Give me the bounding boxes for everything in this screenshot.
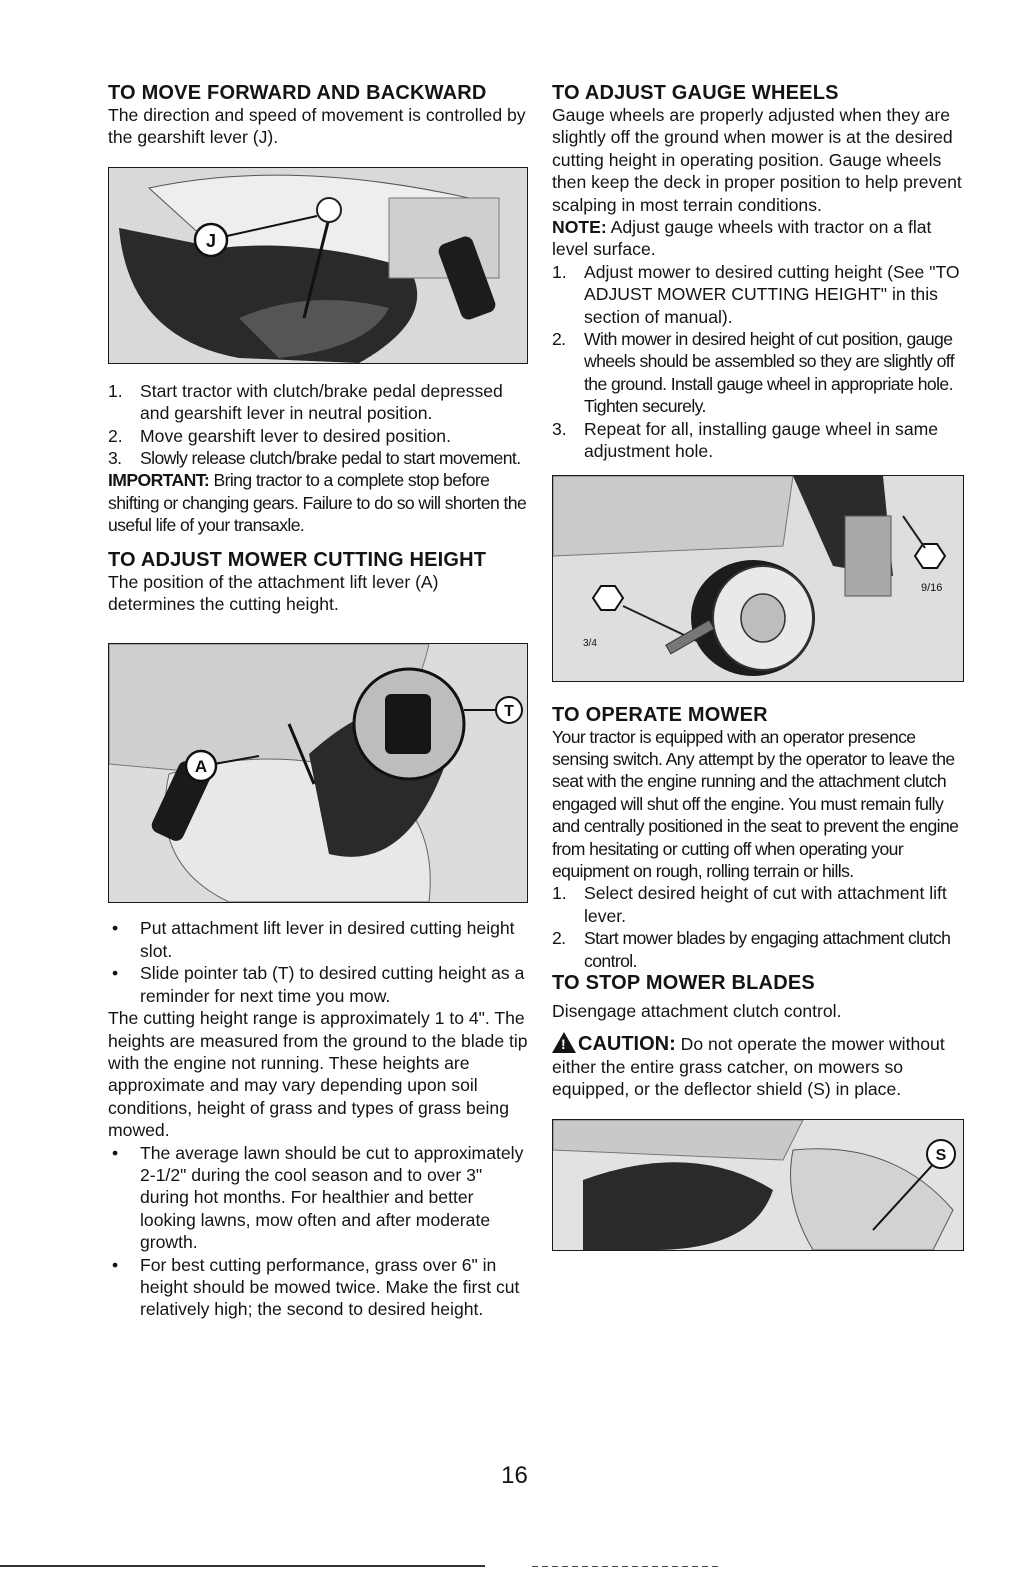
important-note: IMPORTANT: Bring tractor to a complete stop before shifting or changing gears. Failure to do so will shorten the useful life of your transaxle. [108,470,527,536]
height-intro: The position of the attachment lift lever (A) determines the cutting height. [108,571,439,615]
gauge-step: 1. Adjust mower to desired cutting height (See "TO ADJUST MOWER CUTTING HEIGHT" in this section of manual). [552,261,960,327]
operate-intro: Your tractor is equipped with an operator presence sensing switch. Any attempt by the operator to leave the seat with the engine running and the attachment clutch engaged will shut off the engine. You must remain fully and centrally positioned in the seat to prevent the engine from hesitating or cutting off when operating your equipment on rough, rolling terrain or hills. [552,726,959,881]
height-heading: TO ADJUST MOWER CUTTING HEIGHT [108,548,487,571]
gauge-steps [552,261,967,463]
move-step: 3. Slowly release clutch/brake pedal to start movement. [108,448,521,469]
operate-step: 2. Start mower blades by engaging attachment clutch control. [552,928,951,971]
move-intro: The direction and speed of movement is controlled by the gearshift lever (J). [108,105,526,148]
height-bullet: • For best cutting performance, grass over 6" in height should be mowed twice. Make the first cut relatively high; the second to desired height. [112,1254,520,1320]
height-bullet: • Slide pointer tab (T) to desired cutting height as a reminder for next time you mow. [112,963,525,1006]
deflector-illustration [553,1120,963,1250]
height-bullet: • The average lawn should be cut to approximately 2-1/2" during the cool season and to over 3" during hot months. For healthier and better looking lawns, mow often and after moderate growth. [112,1142,524,1253]
height-body: The cutting height range is approximately 1 to 4". The heights are measured from the ground to the blade tip with the engine not running. These heights are approximate and may vary depending upon soil conditions, height of grass and types of grass being mowed. [108,1008,528,1141]
gearshift-figure [108,167,528,364]
move-step: 1. Start tractor with clutch/brake pedal depressed and gearshift lever in neutral position. [108,380,503,424]
gauge-step: 2. With mower in desired height of cut position, gauge wheels should be assembled so they are slightly off the ground. Install gauge wheel in appropriate hole. Tighten securely. [552,329,955,417]
lift-lever-illustration [109,644,527,902]
deflector-figure [552,1119,964,1251]
move-heading: TO MOVE FORWARD AND BACKWARD [108,82,487,104]
operate-step: 1. Select desired height of cut with attachment lift lever. [552,883,947,926]
footer-rule [0,1565,485,1567]
lift-lever-figure [108,643,528,903]
gauge-heading: TO ADJUST GAUGE WHEELS [552,82,839,104]
caution-note: !CAUTION: Do not operate the mower without either the entire grass catcher, on mowers so equipped, or the deflector shield (S) in place. [552,1032,967,1100]
gauge-intro: Gauge wheels are properly adjusted when they are slightly off the ground when mower is at the desired cutting height in operating position. Gauge wheels then keep the deck in proper position to help prevent scalping in most terrain conditions. [552,105,962,215]
gauge-note: NOTE: Adjust gauge wheels with tractor on a flat level surface. [552,217,932,260]
label-j: J [205,230,217,251]
operate-heading: TO OPERATE MOWER [552,703,768,726]
stop-heading: TO STOP MOWER BLADES [552,971,815,994]
gearshift-illustration [109,168,527,363]
gauge-step: 3. Repeat for all, installing gauge wheel in same adjustment hole. [552,418,939,462]
label-s: S [935,1146,947,1164]
label-t: T [504,703,514,721]
move-step: 2. Move gearshift lever to desired position. [108,425,451,446]
label-9-16: 9/16 [921,581,943,594]
height-bullets [108,917,528,1007]
move-steps [108,380,528,470]
height-bullet: • Put attachment lift lever in desired cutting height slot. [112,918,515,961]
page-number: 16 [501,1462,528,1489]
stop-text: Disengage attachment clutch control. [552,1000,842,1021]
right-column [552,82,967,1251]
label-3-4: 3/4 [583,637,597,649]
footer-rule-dashed [532,1566,722,1567]
height-bullets-2 [108,1142,528,1321]
caution-icon [552,1032,576,1053]
label-a: A [194,757,208,777]
gauge-wheel-figure [552,475,964,682]
gauge-wheel-illustration [553,476,963,681]
left-column [108,82,528,1321]
operate-steps [552,882,967,972]
